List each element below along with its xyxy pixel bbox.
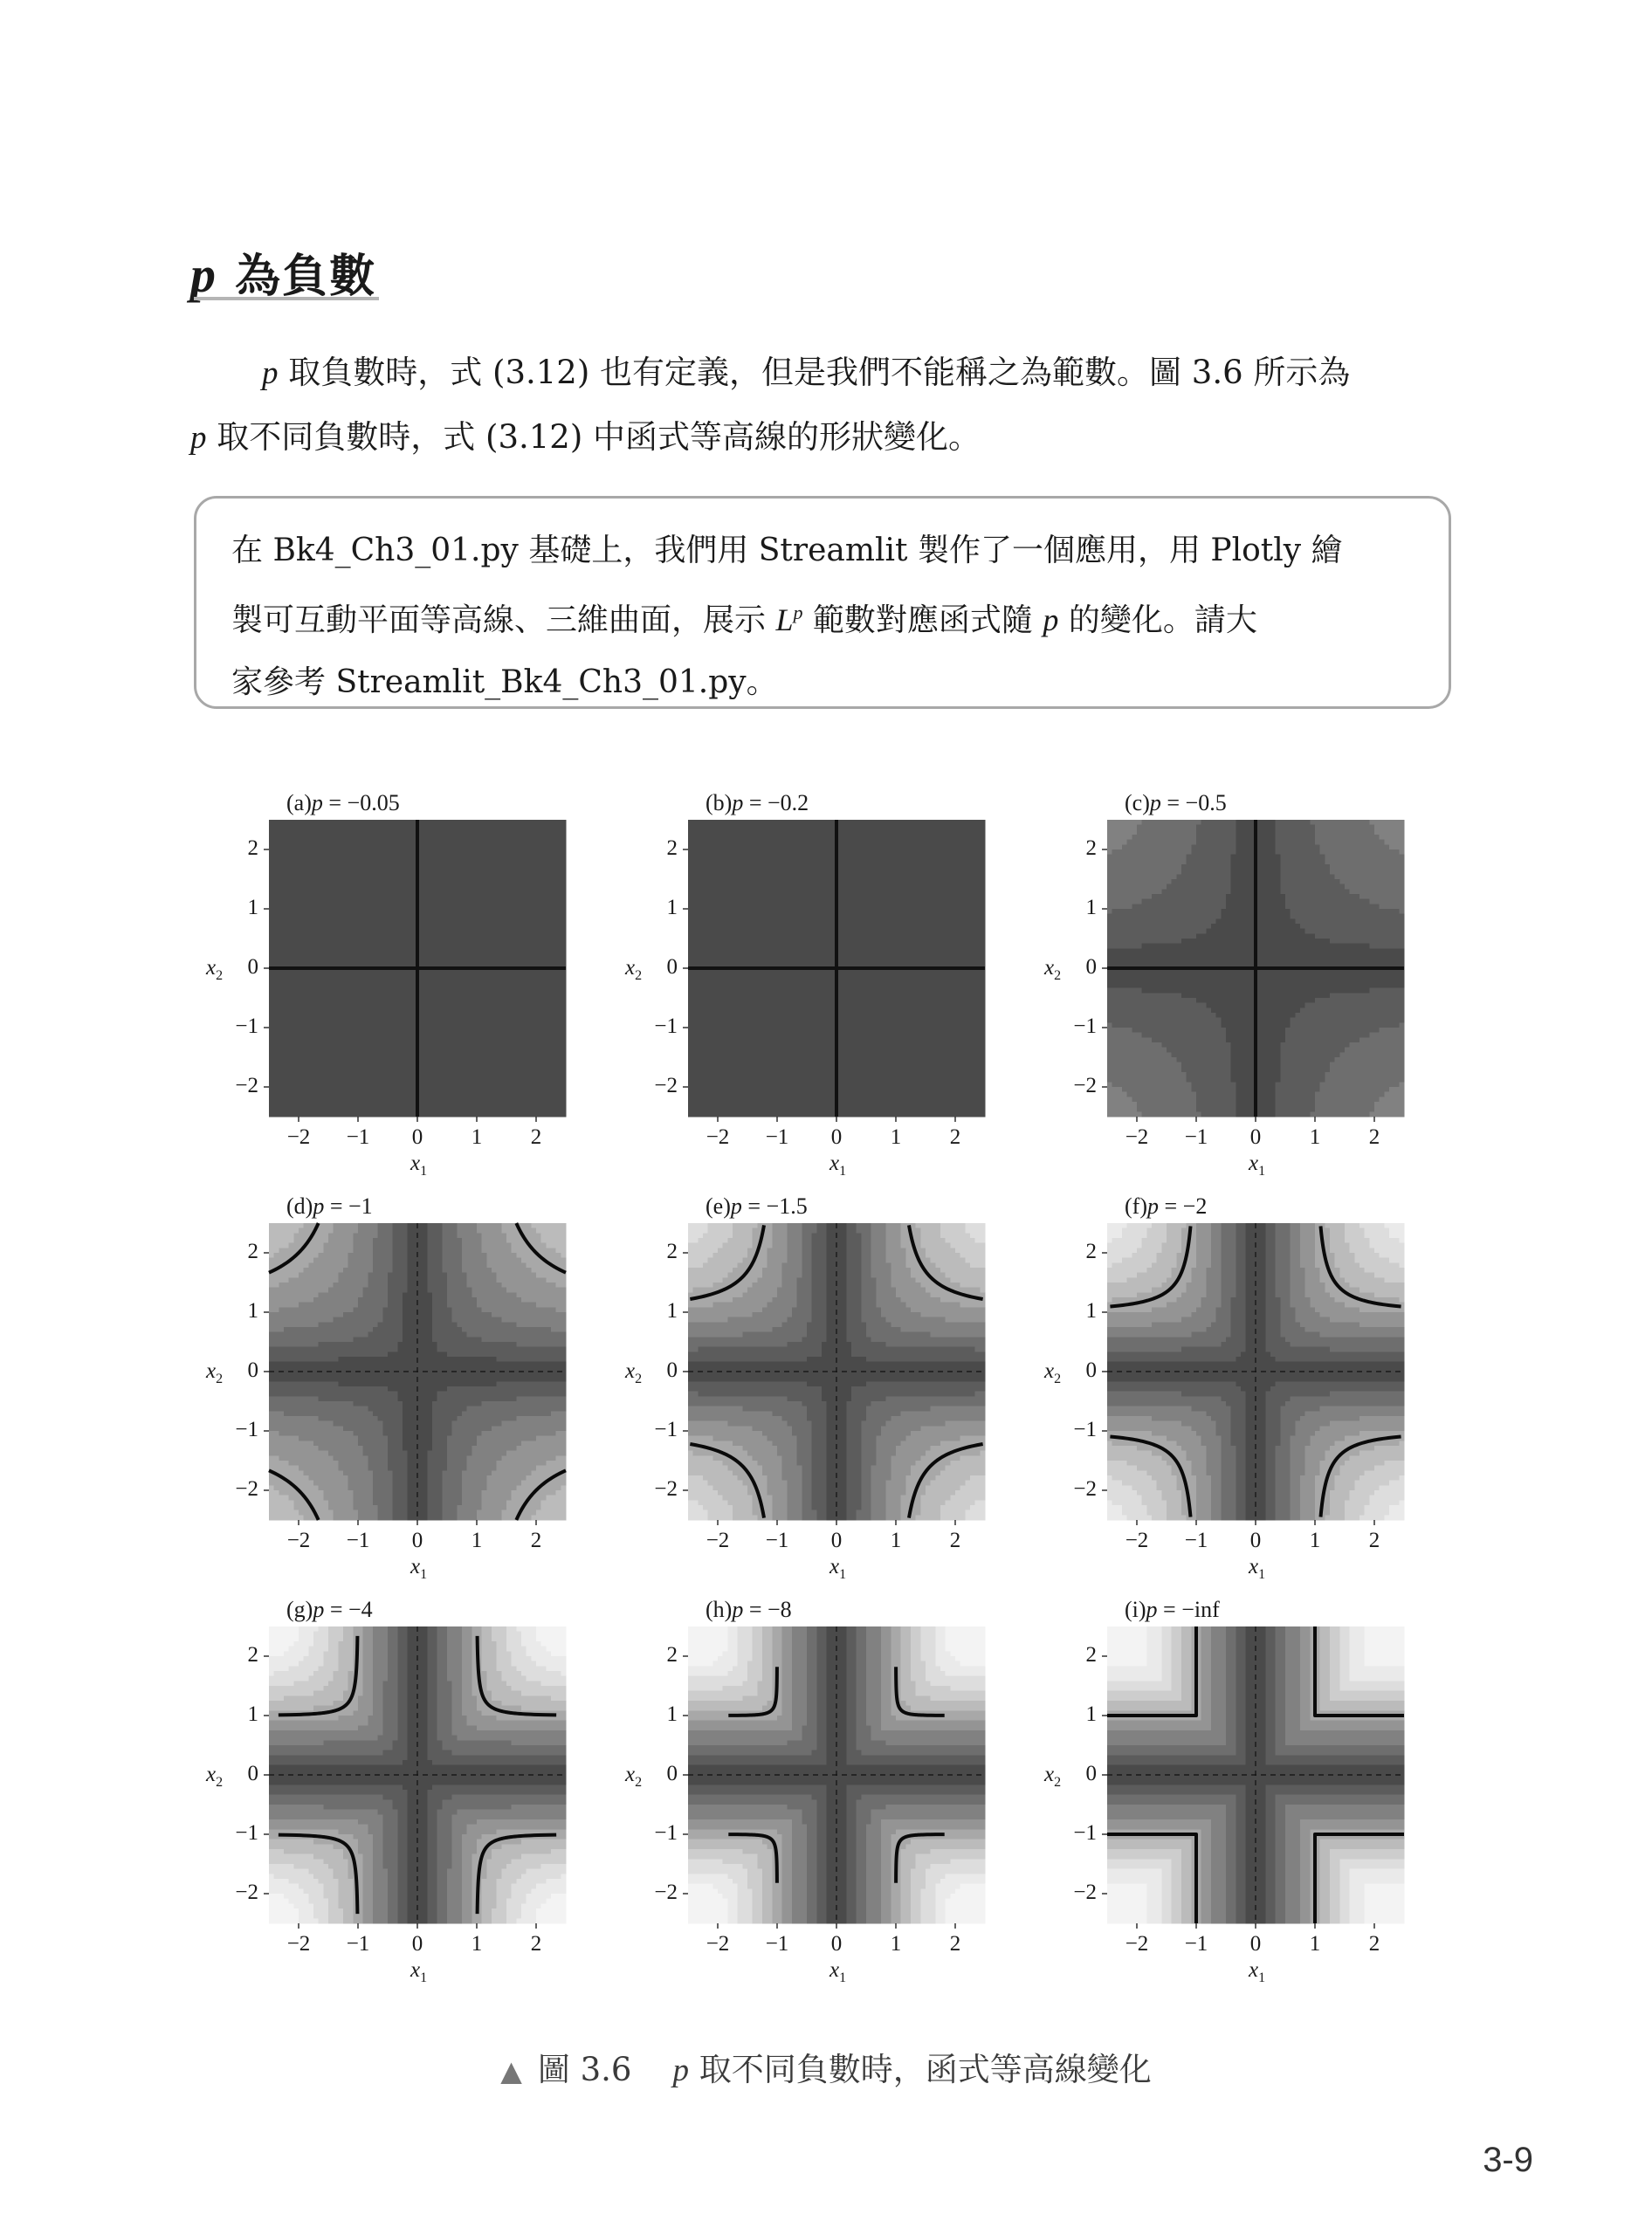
note-p: p bbox=[1043, 602, 1058, 637]
x-tick-label: 2 bbox=[514, 1529, 558, 1553]
page-number: 3-9 bbox=[1483, 2141, 1533, 2180]
heading-variable: p bbox=[190, 246, 217, 303]
caption-triangle-icon: ▲ bbox=[500, 2054, 522, 2087]
y-tick-label: 2 bbox=[1053, 1643, 1097, 1668]
y-tick-label: −2 bbox=[634, 1074, 678, 1098]
y-tick-label: −1 bbox=[1053, 1821, 1097, 1846]
panel-p-value: −4 bbox=[348, 1597, 373, 1622]
y-tick-label: −1 bbox=[215, 1821, 258, 1846]
panel-label: (c) bbox=[1125, 790, 1150, 815]
panel-p-value: −inf bbox=[1181, 1597, 1220, 1622]
y-tick-label: 1 bbox=[1053, 1702, 1097, 1727]
x-tick-label: −1 bbox=[336, 1932, 380, 1956]
x-tick-label: 0 bbox=[1234, 1932, 1277, 1956]
x-tick-label: 1 bbox=[874, 1125, 918, 1150]
y-tick-label: −2 bbox=[215, 1074, 258, 1098]
x-tick-label: 0 bbox=[396, 1125, 439, 1150]
y-tick-label: −1 bbox=[1053, 1418, 1097, 1442]
x-axis-label: $x_1$ bbox=[410, 1555, 427, 1583]
note-L-sup: p bbox=[793, 602, 802, 623]
panel-equals: = bbox=[1158, 1597, 1182, 1622]
contour-panel-e bbox=[609, 1193, 1011, 1595]
panel-p-value: −8 bbox=[767, 1597, 792, 1622]
y-axis-label: $x_2$ bbox=[625, 1359, 642, 1387]
x-tick-label: 1 bbox=[874, 1932, 918, 1956]
y-tick-label: 0 bbox=[1053, 955, 1097, 980]
y-tick-label: 1 bbox=[634, 896, 678, 920]
contour-panel-c bbox=[1029, 790, 1430, 1192]
x-tick-label: −2 bbox=[696, 1529, 740, 1553]
y-tick-label: 1 bbox=[215, 896, 258, 920]
x-tick-label: 1 bbox=[455, 1125, 499, 1150]
x-axis-label: $x_1$ bbox=[829, 1152, 846, 1179]
y-tick-label: 1 bbox=[634, 1702, 678, 1727]
panel-p-symbol: p bbox=[1150, 790, 1161, 815]
x-tick-label: 1 bbox=[1293, 1125, 1337, 1150]
note-line-2a: 製可互動平面等高線、三維曲面，展示 bbox=[231, 602, 775, 638]
note-line-2b: 範數對應函式隨 bbox=[802, 602, 1043, 638]
y-tick-label: −1 bbox=[215, 1014, 258, 1039]
figure-contour-grid bbox=[190, 790, 1483, 2030]
panel-p-symbol: p bbox=[313, 1193, 324, 1219]
x-tick-label: −1 bbox=[755, 1932, 799, 1956]
y-tick-label: 0 bbox=[215, 955, 258, 980]
y-tick-label: 0 bbox=[215, 1762, 258, 1786]
y-tick-label: −1 bbox=[634, 1418, 678, 1442]
y-tick-label: 0 bbox=[634, 1358, 678, 1383]
panel-label: (i) bbox=[1125, 1597, 1146, 1622]
y-axis-label: $x_2$ bbox=[1044, 956, 1061, 984]
panel-p-value: −1 bbox=[348, 1193, 373, 1219]
x-tick-label: −2 bbox=[1115, 1529, 1159, 1553]
paragraph-line-2: 取不同負數時，式 (3.12) 中函式等高線的形狀變化。 bbox=[207, 418, 981, 456]
contour-panel-f bbox=[1029, 1193, 1430, 1595]
caption-text: 取不同負數時，函式等高線變化 bbox=[689, 2051, 1152, 2088]
panel-p-symbol: p bbox=[731, 1193, 742, 1219]
y-tick-label: −1 bbox=[634, 1821, 678, 1846]
panel-p-value: −0.2 bbox=[767, 790, 809, 815]
y-tick-label: 2 bbox=[634, 836, 678, 861]
panel-label: (f) bbox=[1125, 1193, 1147, 1219]
panel-equals: = bbox=[743, 1597, 767, 1622]
x-tick-label: −1 bbox=[1174, 1529, 1218, 1553]
y-tick-label: −2 bbox=[215, 1881, 258, 1905]
x-tick-label: −2 bbox=[1115, 1125, 1159, 1150]
y-tick-label: 1 bbox=[634, 1299, 678, 1324]
panel-equals: = bbox=[1159, 1193, 1183, 1219]
contour-panel-h bbox=[609, 1597, 1011, 1998]
x-axis-label: $x_1$ bbox=[1249, 1152, 1265, 1179]
x-axis-label: $x_1$ bbox=[829, 1958, 846, 1986]
x-tick-label: 1 bbox=[874, 1529, 918, 1553]
x-axis-label: $x_1$ bbox=[829, 1555, 846, 1583]
x-tick-label: −2 bbox=[277, 1529, 320, 1553]
y-axis-label: $x_2$ bbox=[625, 956, 642, 984]
y-tick-label: −1 bbox=[634, 1014, 678, 1039]
x-tick-label: −1 bbox=[336, 1125, 380, 1150]
y-tick-label: 2 bbox=[1053, 836, 1097, 861]
y-axis-label: $x_2$ bbox=[1044, 1359, 1061, 1387]
y-tick-label: −2 bbox=[634, 1881, 678, 1905]
x-axis-label: $x_1$ bbox=[1249, 1555, 1265, 1583]
panel-label: (g) bbox=[286, 1597, 313, 1622]
paragraph-var: p bbox=[190, 420, 207, 456]
panel-label: (d) bbox=[286, 1193, 313, 1219]
x-tick-label: 2 bbox=[1353, 1529, 1396, 1553]
caption-figure-number: 圖 3.6 bbox=[538, 2051, 632, 2088]
x-axis-label: $x_1$ bbox=[1249, 1958, 1265, 1986]
x-tick-label: 2 bbox=[1353, 1125, 1396, 1150]
panel-p-symbol: p bbox=[732, 790, 743, 815]
x-tick-label: 2 bbox=[514, 1932, 558, 1956]
panel-label: (h) bbox=[706, 1597, 732, 1622]
x-tick-label: 1 bbox=[1293, 1932, 1337, 1956]
y-tick-label: 1 bbox=[1053, 896, 1097, 920]
figure-caption bbox=[0, 2043, 1652, 2090]
note-L: L bbox=[775, 602, 793, 637]
contour-panel-i bbox=[1029, 1597, 1430, 1998]
x-tick-label: 2 bbox=[933, 1125, 977, 1150]
y-tick-label: 2 bbox=[215, 1643, 258, 1668]
y-tick-label: 0 bbox=[634, 1762, 678, 1786]
x-tick-label: 0 bbox=[815, 1529, 858, 1553]
panel-p-symbol: p bbox=[1147, 1193, 1159, 1219]
y-tick-label: 0 bbox=[215, 1358, 258, 1383]
x-tick-label: 2 bbox=[1353, 1932, 1396, 1956]
note-line-1: 在 Bk4_Ch3_01.py 基礎上，我們用 Streamlit 製作了一個應用，用 Plotly 繪 bbox=[231, 533, 1343, 568]
x-tick-label: 2 bbox=[933, 1529, 977, 1553]
note-box bbox=[194, 496, 1451, 709]
y-tick-label: 2 bbox=[634, 1643, 678, 1668]
x-tick-label: 1 bbox=[455, 1932, 499, 1956]
heading-title: 為負數 bbox=[235, 250, 376, 303]
panel-label: (a) bbox=[286, 790, 312, 815]
x-tick-label: −1 bbox=[1174, 1125, 1218, 1150]
panel-p-value: −0.5 bbox=[1186, 790, 1227, 815]
panel-p-value: −1.5 bbox=[767, 1193, 808, 1219]
note-line-3: 家參考 Streamlit_Bk4_Ch3_01.py。 bbox=[231, 664, 778, 700]
contour-panel-g bbox=[190, 1597, 592, 1998]
y-tick-label: 0 bbox=[634, 955, 678, 980]
x-tick-label: 0 bbox=[815, 1125, 858, 1150]
panel-equals: = bbox=[743, 790, 767, 815]
y-tick-label: −2 bbox=[634, 1477, 678, 1502]
panel-label: (b) bbox=[706, 790, 732, 815]
y-tick-label: −2 bbox=[1053, 1074, 1097, 1098]
panel-p-value: −0.05 bbox=[348, 790, 400, 815]
x-tick-label: 2 bbox=[933, 1932, 977, 1956]
caption-var: p bbox=[673, 2053, 690, 2088]
panel-p-value: −2 bbox=[1183, 1193, 1208, 1219]
y-tick-label: 2 bbox=[215, 836, 258, 861]
panel-p-symbol: p bbox=[732, 1597, 743, 1622]
x-tick-label: −2 bbox=[696, 1125, 740, 1150]
panel-p-symbol: p bbox=[313, 1597, 324, 1622]
panel-equals: = bbox=[324, 1193, 348, 1219]
x-tick-label: −1 bbox=[336, 1529, 380, 1553]
panel-p-symbol: p bbox=[312, 790, 323, 815]
x-tick-label: 0 bbox=[815, 1932, 858, 1956]
x-tick-label: 1 bbox=[1293, 1529, 1337, 1553]
panel-equals: = bbox=[742, 1193, 767, 1219]
contour-panel-a bbox=[190, 790, 592, 1192]
x-tick-label: −1 bbox=[755, 1125, 799, 1150]
panel-equals: = bbox=[323, 790, 348, 815]
panel-equals: = bbox=[324, 1597, 348, 1622]
x-axis-label: $x_1$ bbox=[410, 1958, 427, 1986]
x-tick-label: −1 bbox=[755, 1529, 799, 1553]
panel-label: (e) bbox=[706, 1193, 731, 1219]
y-axis-label: $x_2$ bbox=[625, 1763, 642, 1791]
x-tick-label: 2 bbox=[514, 1125, 558, 1150]
x-tick-label: −2 bbox=[277, 1125, 320, 1150]
heading-underline bbox=[194, 297, 379, 300]
y-axis-label: $x_2$ bbox=[1044, 1763, 1061, 1791]
contour-panel-b bbox=[609, 790, 1011, 1192]
y-tick-label: 1 bbox=[215, 1702, 258, 1727]
y-tick-label: −2 bbox=[215, 1477, 258, 1502]
y-axis-label: $x_2$ bbox=[206, 1359, 223, 1387]
panel-equals: = bbox=[1161, 790, 1186, 815]
y-tick-label: 2 bbox=[215, 1240, 258, 1264]
x-tick-label: 0 bbox=[396, 1932, 439, 1956]
note-line-2c: 的變化。請大 bbox=[1058, 602, 1256, 638]
y-axis-label: $x_2$ bbox=[206, 956, 223, 984]
y-axis-label: $x_2$ bbox=[206, 1763, 223, 1791]
y-tick-label: −2 bbox=[1053, 1881, 1097, 1905]
x-tick-label: −2 bbox=[277, 1932, 320, 1956]
y-tick-label: 2 bbox=[634, 1240, 678, 1264]
y-tick-label: 0 bbox=[1053, 1358, 1097, 1383]
x-tick-label: −2 bbox=[696, 1932, 740, 1956]
y-tick-label: −2 bbox=[1053, 1477, 1097, 1502]
y-tick-label: 1 bbox=[215, 1299, 258, 1324]
x-tick-label: −1 bbox=[1174, 1932, 1218, 1956]
x-tick-label: −2 bbox=[1115, 1932, 1159, 1956]
x-tick-label: 0 bbox=[396, 1529, 439, 1553]
section-heading bbox=[190, 239, 376, 305]
panel-p-symbol: p bbox=[1146, 1597, 1158, 1622]
y-tick-label: −1 bbox=[215, 1418, 258, 1442]
y-tick-label: −1 bbox=[1053, 1014, 1097, 1039]
y-tick-label: 2 bbox=[1053, 1240, 1097, 1264]
y-tick-label: 1 bbox=[1053, 1299, 1097, 1324]
x-tick-label: 0 bbox=[1234, 1125, 1277, 1150]
x-tick-label: 0 bbox=[1234, 1529, 1277, 1553]
paragraph-line-1: 取負數時，式 (3.12) 也有定義，但是我們不能稱之為範數。圖 3.6 所示為 bbox=[279, 354, 1351, 391]
y-tick-label: 0 bbox=[1053, 1762, 1097, 1786]
x-tick-label: 1 bbox=[455, 1529, 499, 1553]
body-paragraph bbox=[190, 340, 1474, 470]
paragraph-var: p bbox=[262, 355, 279, 391]
x-axis-label: $x_1$ bbox=[410, 1152, 427, 1179]
contour-panel-d bbox=[190, 1193, 592, 1595]
